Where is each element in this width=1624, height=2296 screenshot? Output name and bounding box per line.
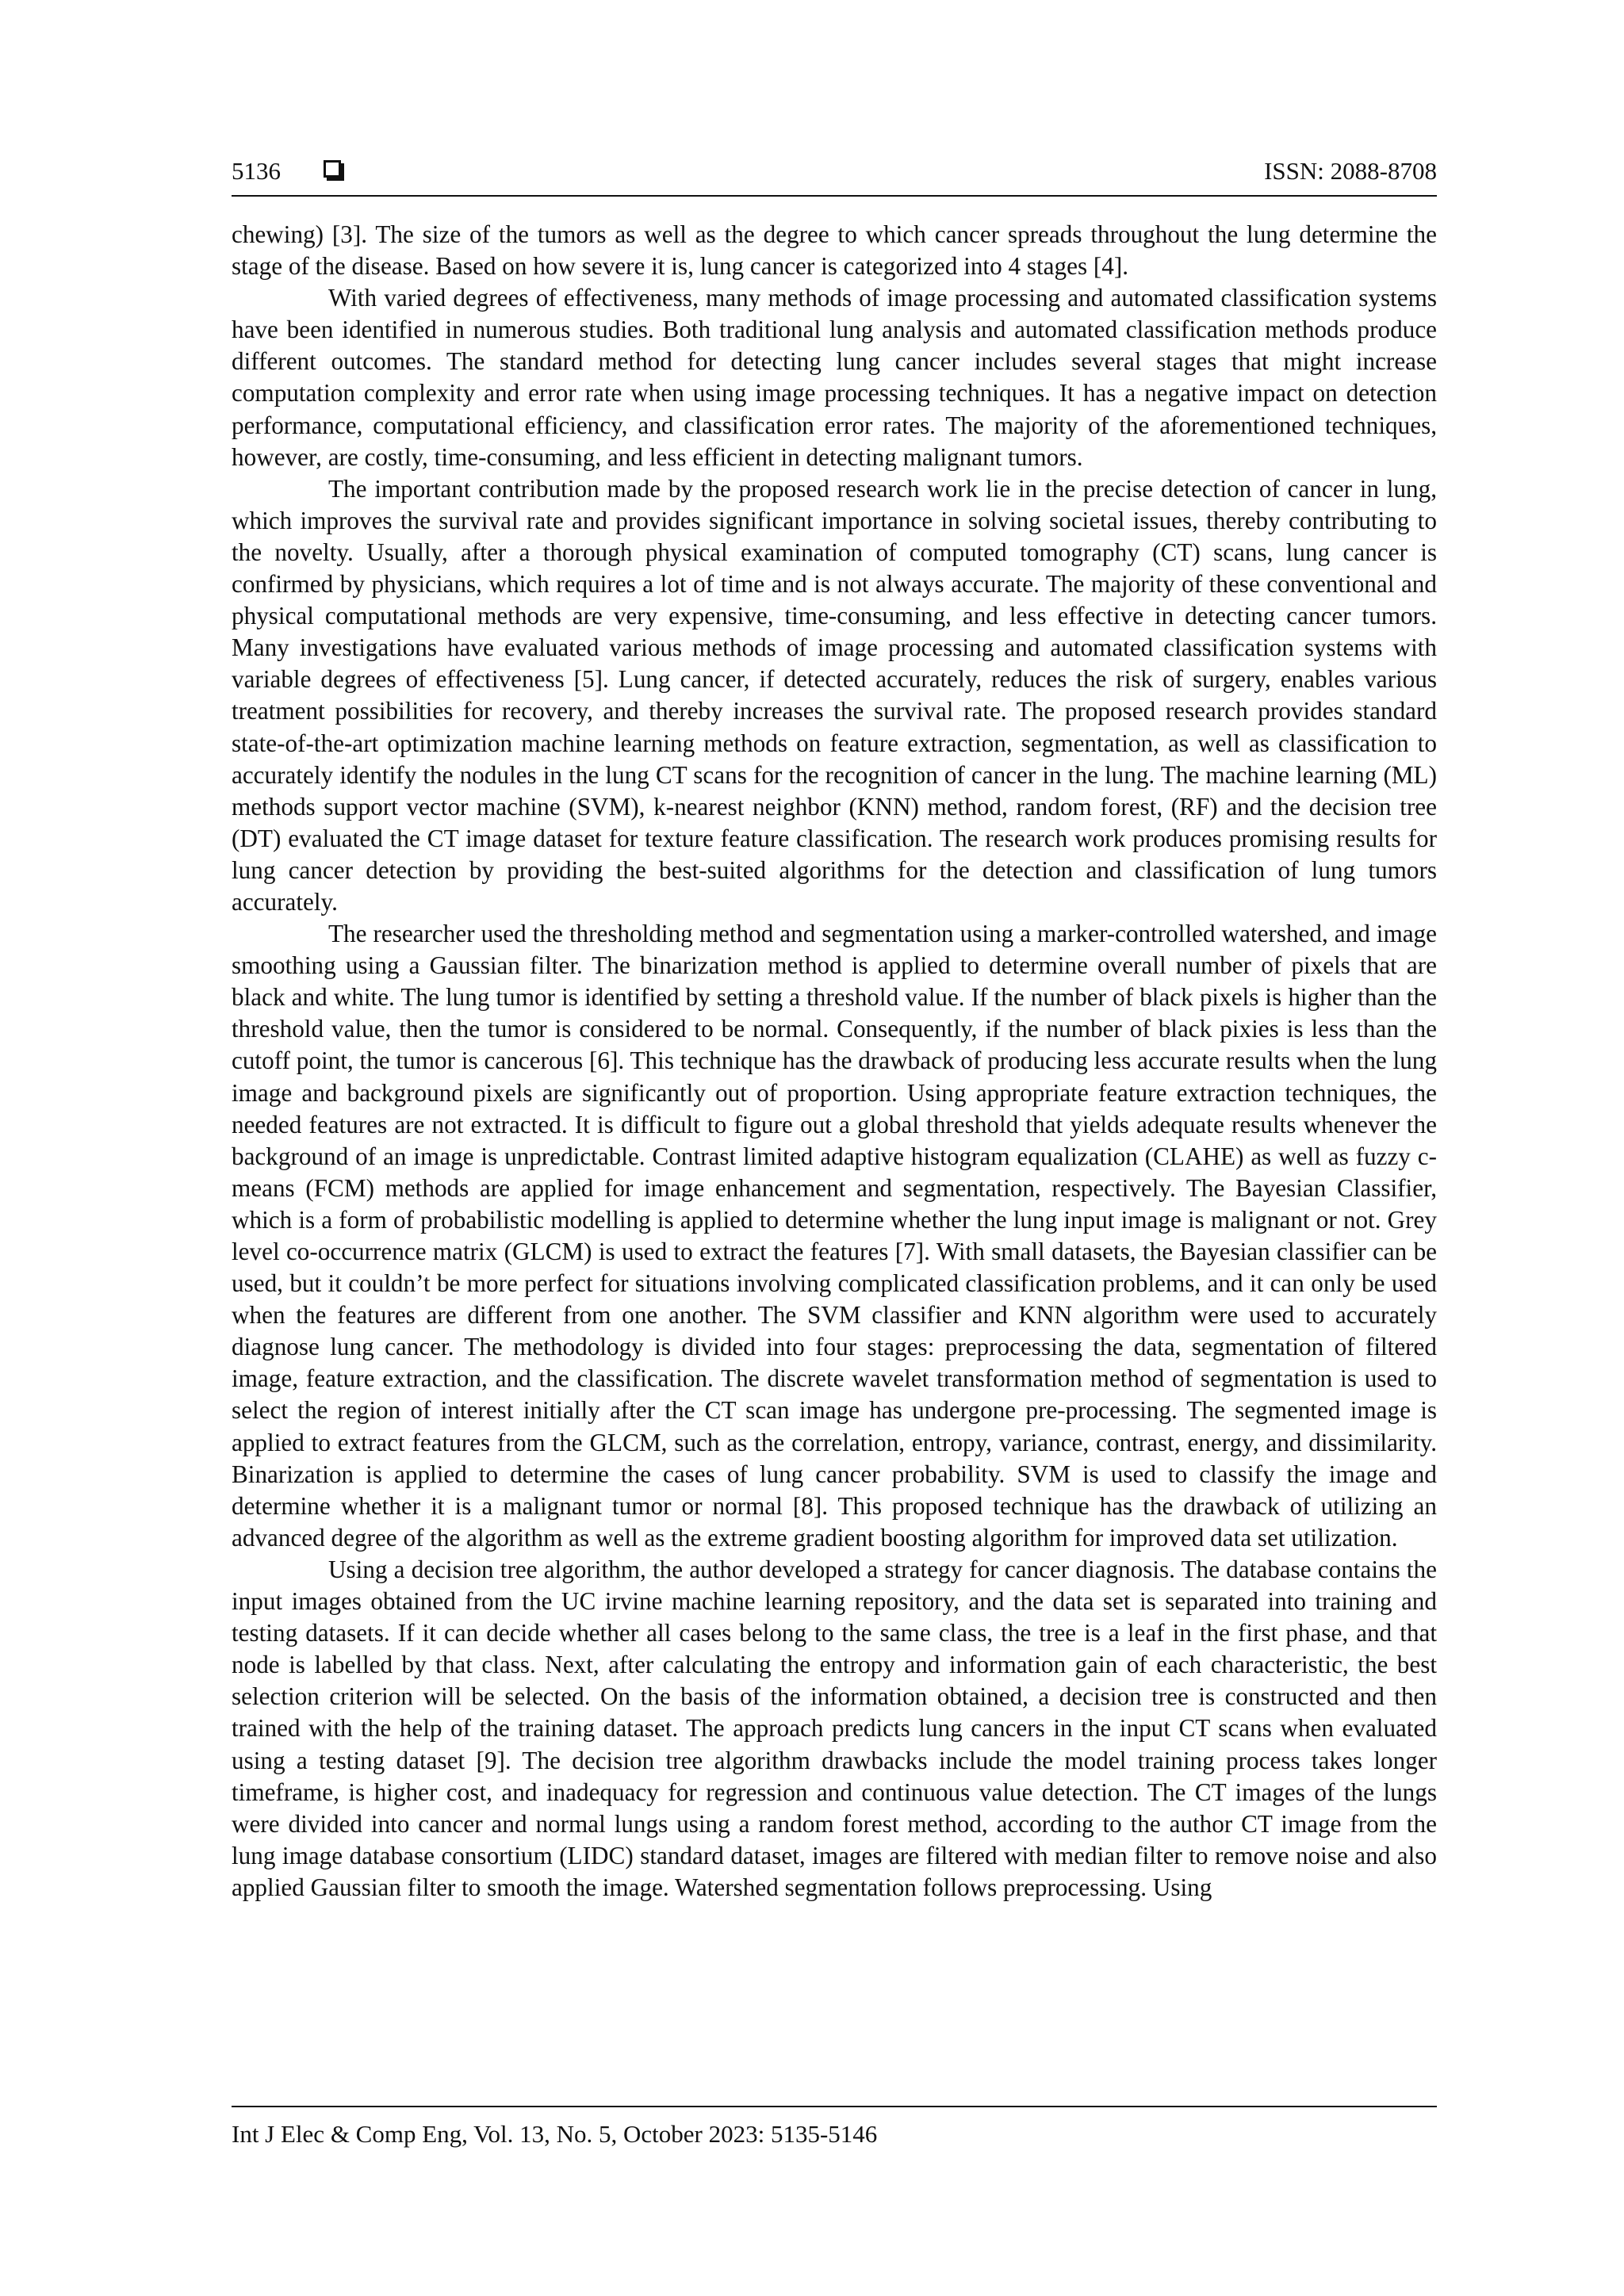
paragraph-1: chewing) [3]. The size of the tumors as well as the degree to which cancer spreads throughout the lung determine the stage of the disease. Based on how severe it is, lung cancer is categorized into 4 stages [4]. [232, 220, 1437, 281]
square-bullet-icon [324, 160, 341, 178]
body-text [232, 219, 1437, 1904]
page-footer [232, 2106, 1437, 2149]
page-header [232, 155, 1437, 197]
paragraph-3: The important contribution made by the proposed research work lie in the precise detection of cancer in lung, which improves the survival rate and provides significant importance in solving societal issues, thereby contributing to the novelty. Usually, after a thorough physical examination of computed tomography (CT) scans, lung cancer is confirmed by physicians, which requires a lot of time and is not always accurate. The majority of these conventional and physical computational methods are very expensive, time-consuming, and less effective in detecting cancer tumors. Many investigations have evaluated various methods of image processing and automated classification systems with variable degrees of effectiveness [5]. Lung cancer, if detected accurately, reduces the risk of surgery, enables various treatment possibilities for recovery, and thereby increases the survival rate. The proposed research provides standard state-of-the-art optimization machine learning methods on feature extraction, segmentation, as well as classification to accurately identify the nodules in the lung CT scans for the recognition of cancer in the lung. The machine learning (ML) methods support vector machine (SVM), k-nearest neighbor (KNN) method, random forest, (RF) and the decision tree (DT) evaluated the CT image dataset for texture feature classification. The research work produces promising results for lung cancer detection by providing the best-suited algorithms for the detection and classification of lung tumors accurately. [232, 474, 1437, 916]
paragraph-5: Using a decision tree algorithm, the author developed a strategy for cancer diagnosis. The database contains the input images obtained from the UC irvine machine learning repository, and the data set is separated into training and testing datasets. If it can decide whether all cases belong to the same class, the tree is a leaf in the first phase, and that node is labelled by that class. Next, after calculating the entropy and information gain of each characteristic, the best selection criterion will be selected. On the basis of the information obtained, a decision tree is constructed and then trained with the help of the training dataset. The approach predicts lung cancers in the input CT scans when evaluated using a testing dataset [9]. The decision tree algorithm drawbacks include the model training process takes longer timeframe, is higher cost, and inadequacy for regression and continuous value detection. The CT images of the lungs were divided into cancer and normal lungs using a random forest method, according to the author CT image from the lung image database consortium (LIDC) standard dataset, images are filtered with median filter to remove noise and also applied Gaussian filter to smooth the image. Watershed segmentation follows preprocessing. Using [232, 1555, 1437, 1901]
issn-label: ISSN: 2088-8708 [1264, 157, 1437, 185]
page-number: 5136 [232, 157, 281, 185]
journal-citation: Int J Elec & Comp Eng, Vol. 13, No. 5, October 2023: 5135-5146 [232, 2120, 878, 2148]
paragraph-2: With varied degrees of effectiveness, many methods of image processing and automated classification systems have been identified in numerous studies. Both traditional lung analysis and automated classification methods produce different outcomes. The standard method for detecting lung cancer includes several stages that might increase computation complexity and error rate when using image processing techniques. It has a negative impact on detection performance, computational efficiency, and classification error rates. The majority of the aforementioned techniques, however, are costly, time-consuming, and less efficient in detecting malignant tumors. [232, 284, 1437, 471]
paragraph-4: The researcher used the thresholding method and segmentation using a marker-controlled watershed, and image smoothing using a Gaussian filter. The binarization method is applied to determine overall number of pixels that are black and white. The lung tumor is identified by setting a threshold value. If the number of black pixels is higher than the threshold value, then the tumor is considered to be normal. Consequently, if the number of black pixies is less than the cutoff point, the tumor is cancerous [6]. This technique has the drawback of producing less accurate results when the lung image and background pixels are significantly out of proportion. Using appropriate feature extraction techniques, the needed features are not extracted. It is difficult to figure out a global threshold that yields adequate results whenever the background of an image is unpredictable. Contrast limited adaptive histogram equalization (CLAHE) as well as fuzzy c-means (FCM) methods are applied for image enhancement and segmentation, respectively. The Bayesian Classifier, which is a form of probabilistic modelling is applied to determine whether the lung input image is malignant or not. Grey level co-occurrence matrix (GLCM) is used to extract the features [7]. With small datasets, the Bayesian classifier can be used, but it couldn’t be more perfect for situations involving complicated classification problems, and it can only be used when the features are different from one another. The SVM classifier and KNN algorithm were used to accurately diagnose lung cancer. The methodology is divided into four stages: preprocessing the data, segmentation of filtered image, feature extraction, and the classification. The discrete wavelet transformation method of segmentation is used to select the region of interest initially after the CT scan image has undergone pre-processing. The segmented image is applied to extract features from the GLCM, such as the correlation, entropy, variance, contrast, energy, and dissimilarity. Binarization is applied to determine the cases of lung cancer probability. SVM is used to classify the image and determine whether it is a malignant tumor or normal [8]. This proposed technique has the drawback of utilizing an advanced degree of the algorithm as well as the extreme gradient boosting algorithm for improved data set utilization. [232, 920, 1437, 1552]
